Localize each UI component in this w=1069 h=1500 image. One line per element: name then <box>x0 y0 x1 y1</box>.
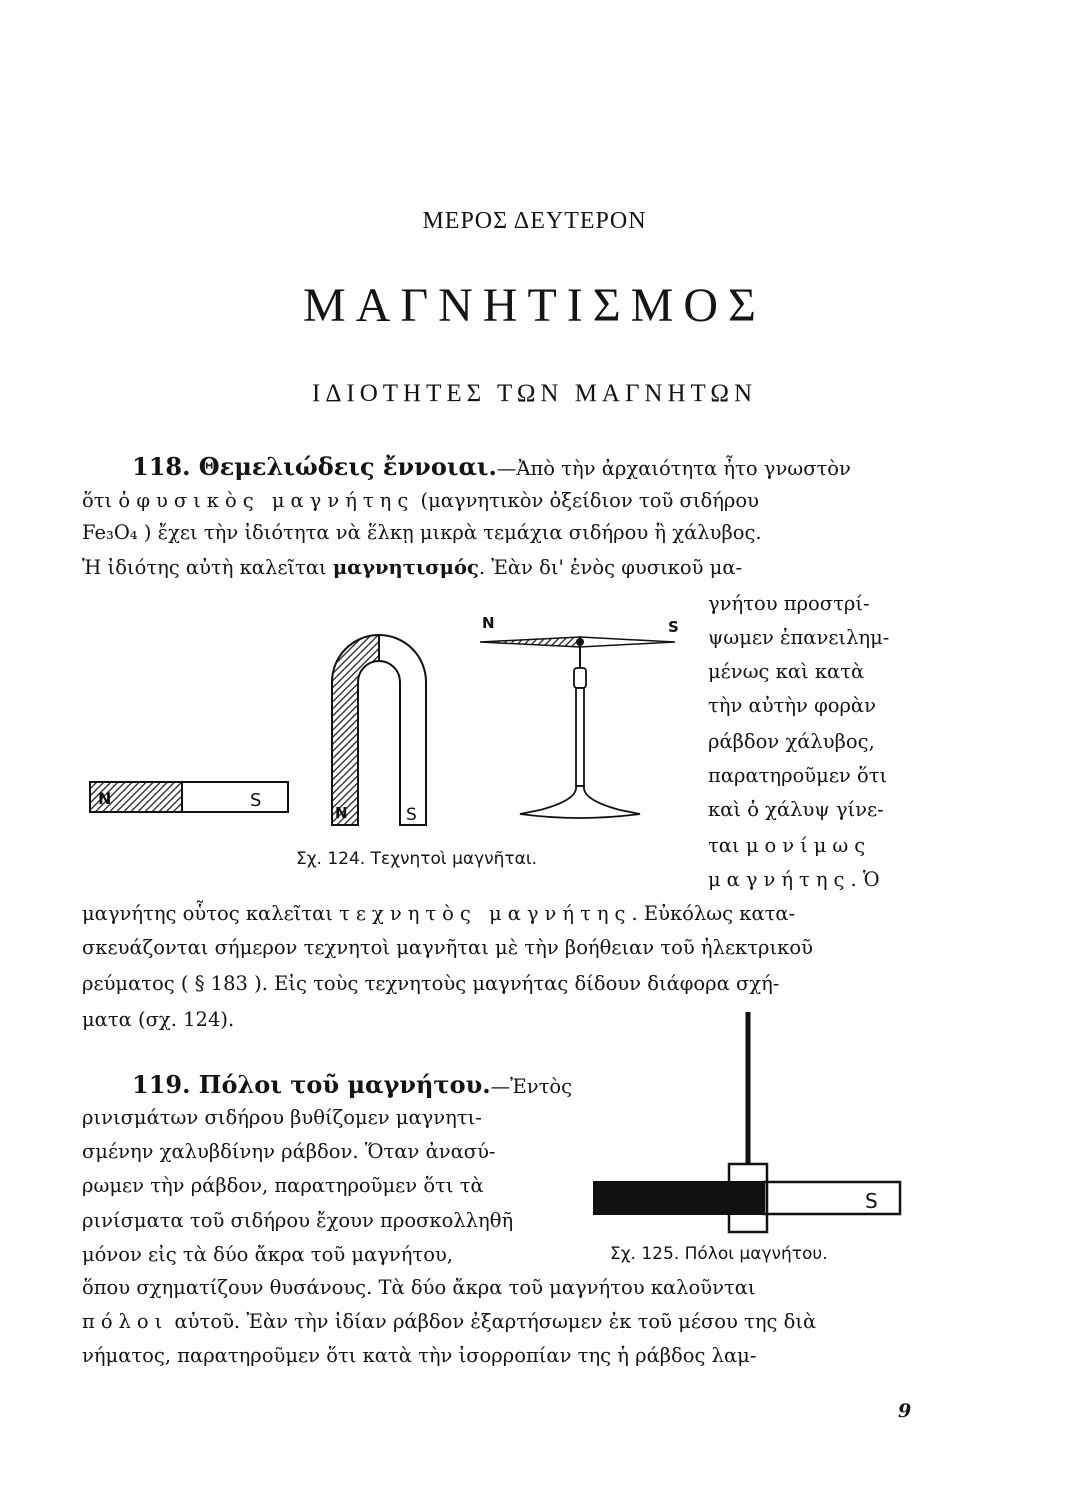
s118-heading: 118. Θεμελιώδεις ἔννοιαι. <box>132 452 497 481</box>
s119-narrow-3: ρωμεν τὴν ράβδον, παρατηροῦμεν ὅτι τὰ <box>82 1174 484 1197</box>
chapter-title: ΜΑΓΝΗΤΙΣΜΟΣ <box>303 279 766 332</box>
s118-narrow-8: ται μονίμως <box>708 834 872 857</box>
page-number: 9 <box>898 1400 912 1422</box>
s118-narrow-2: ψωμεν ἐπανειλημ- <box>708 626 890 649</box>
horseshoe-north-arm <box>332 635 379 825</box>
horseshoe-s-label: S <box>406 805 417 825</box>
stand-pole <box>576 688 584 786</box>
needle-south-half <box>580 637 675 647</box>
part-heading: ΜΕΡΟΣ ΔΕΥΤΕΡΟΝ <box>422 208 647 234</box>
figure-125-caption: Σχ. 125. Πόλοι μαγνήτου. <box>610 1244 828 1264</box>
s119-narrow-5: μόνον εἰς τὰ δύο ἄκρα τοῦ μαγνήτου, <box>82 1243 453 1266</box>
s118-line-3: Fe₃O₄ ) ἔχει τὴν ἰδιότητα νὰ ἕλκῃ μικρὰ τεμάχια σιδήρου ἢ χάλυβος. <box>82 521 762 544</box>
s118-line-10: μαγνήτης οὗτος καλεῖται τεχνητὸς μαγνήτης. Εὐκόλως κατα- <box>82 902 796 925</box>
needle-pivot <box>576 638 584 646</box>
stand-base <box>520 786 640 818</box>
s119-line-9: νήματος, παρατηροῦμεν ὅτι κατὰ τὴν ἰσορροπίαν της ἡ ράβδος λαμ- <box>82 1344 757 1367</box>
stand-cap <box>574 668 586 688</box>
s118-narrow-7: καὶ ὁ χάλυψ γίνε- <box>708 798 884 821</box>
figure-125 <box>590 1012 910 1234</box>
magnet-south-half <box>764 1182 900 1214</box>
magnet-s-label: S <box>865 1189 878 1213</box>
s119-narrow-2: σμένην χαλυβδίνην ράβδον. Ὅταν ἀνασύ- <box>82 1140 496 1163</box>
s119-line-1: 119. Πόλοι τοῦ μαγνήτου.—Ἐντὸς <box>132 1070 573 1099</box>
horseshoe-n-label: N <box>335 804 348 822</box>
magnet-north-half <box>594 1182 764 1214</box>
s118-narrow-1: γνήτου προστρί- <box>708 592 870 615</box>
s118-line-11: σκευάζονται σήμερον τεχνητοὶ μαγνῆται μὲ τὴν βοήθειαν τοῦ ἠλεκτρικοῦ <box>82 936 813 959</box>
s119-heading: 119. Πόλοι τοῦ μαγνήτου. <box>132 1070 491 1099</box>
s118-line-12: ρεύματος ( § 183 ). Εἰς τοὺς τεχνητοὺς μαγνήτας δίδουν διάφορα σχή- <box>82 972 780 995</box>
bar-magnet-s-label: S <box>250 790 262 811</box>
s118-narrow-3: μένως καὶ κατὰ <box>708 660 865 683</box>
s118-narrow-6: παρατηροῦμεν ὅτι <box>708 764 888 787</box>
s119-narrow-1: ρινισμάτων σιδήρου βυθίζομεν μαγνητι- <box>82 1106 482 1129</box>
s119-line-8: πόλοι αὐτοῦ. Ἐὰν τὴν ἰδίαν ράβδον ἐξαρτήσωμεν ἐκ τοῦ μέσου της διὰ <box>82 1310 817 1333</box>
s118-line-1: 118. Θεμελιώδεις ἔννοιαι.—Ἀπὸ τὴν ἀρχαιότητα ἦτο γνωστὸν <box>132 452 851 481</box>
bar-magnet-n-label: N <box>98 789 112 808</box>
s118-line-4: Ἡ ἰδιότης αὐτὴ καλεῖται μαγνητισμός. Ἐὰν δι' ἑνὸς φυσικοῦ μα- <box>82 556 743 579</box>
figure-124 <box>80 600 690 840</box>
s118-narrow-5: ράβδον χάλυβος, <box>708 730 875 753</box>
horseshoe-magnet <box>332 635 426 825</box>
s118-line-13: ματα (σχ. 124). <box>82 1008 235 1031</box>
s118-line-2: ὅτι ὁ φυσικὸς μαγνήτης (μαγνητικὸν ὀξείδιον τοῦ σιδήρου <box>82 489 759 512</box>
horseshoe-south-arm <box>379 635 426 825</box>
needle-n-label: N <box>482 614 495 632</box>
bar-magnet-south <box>182 782 288 812</box>
figure-124-caption: Σχ. 124. Τεχνητοὶ μαγνῆται. <box>296 849 538 869</box>
needle-s-label: S <box>668 618 679 636</box>
section-subtitle: ΙΔΙΟΤΗΤΕΣ ΤΩΝ ΜΑΓΝΗΤΩΝ <box>312 380 757 407</box>
s118-narrow-4: τὴν αὐτὴν φορὰν <box>708 694 876 717</box>
needle-north-half <box>480 637 580 647</box>
s118-narrow-9: μαγνήτης. Ὁ <box>708 868 880 891</box>
bar-magnet <box>90 782 288 812</box>
s119-narrow-4: ρινίσματα τοῦ σιδήρου ἔχουν προσκολληθῆ <box>82 1209 514 1232</box>
compass-needle-stand <box>480 614 679 818</box>
s119-line-7: ὅπου σχηματίζουν θυσάνους. Τὰ δύο ἄκρα τοῦ μαγνήτου καλοῦνται <box>82 1276 756 1299</box>
